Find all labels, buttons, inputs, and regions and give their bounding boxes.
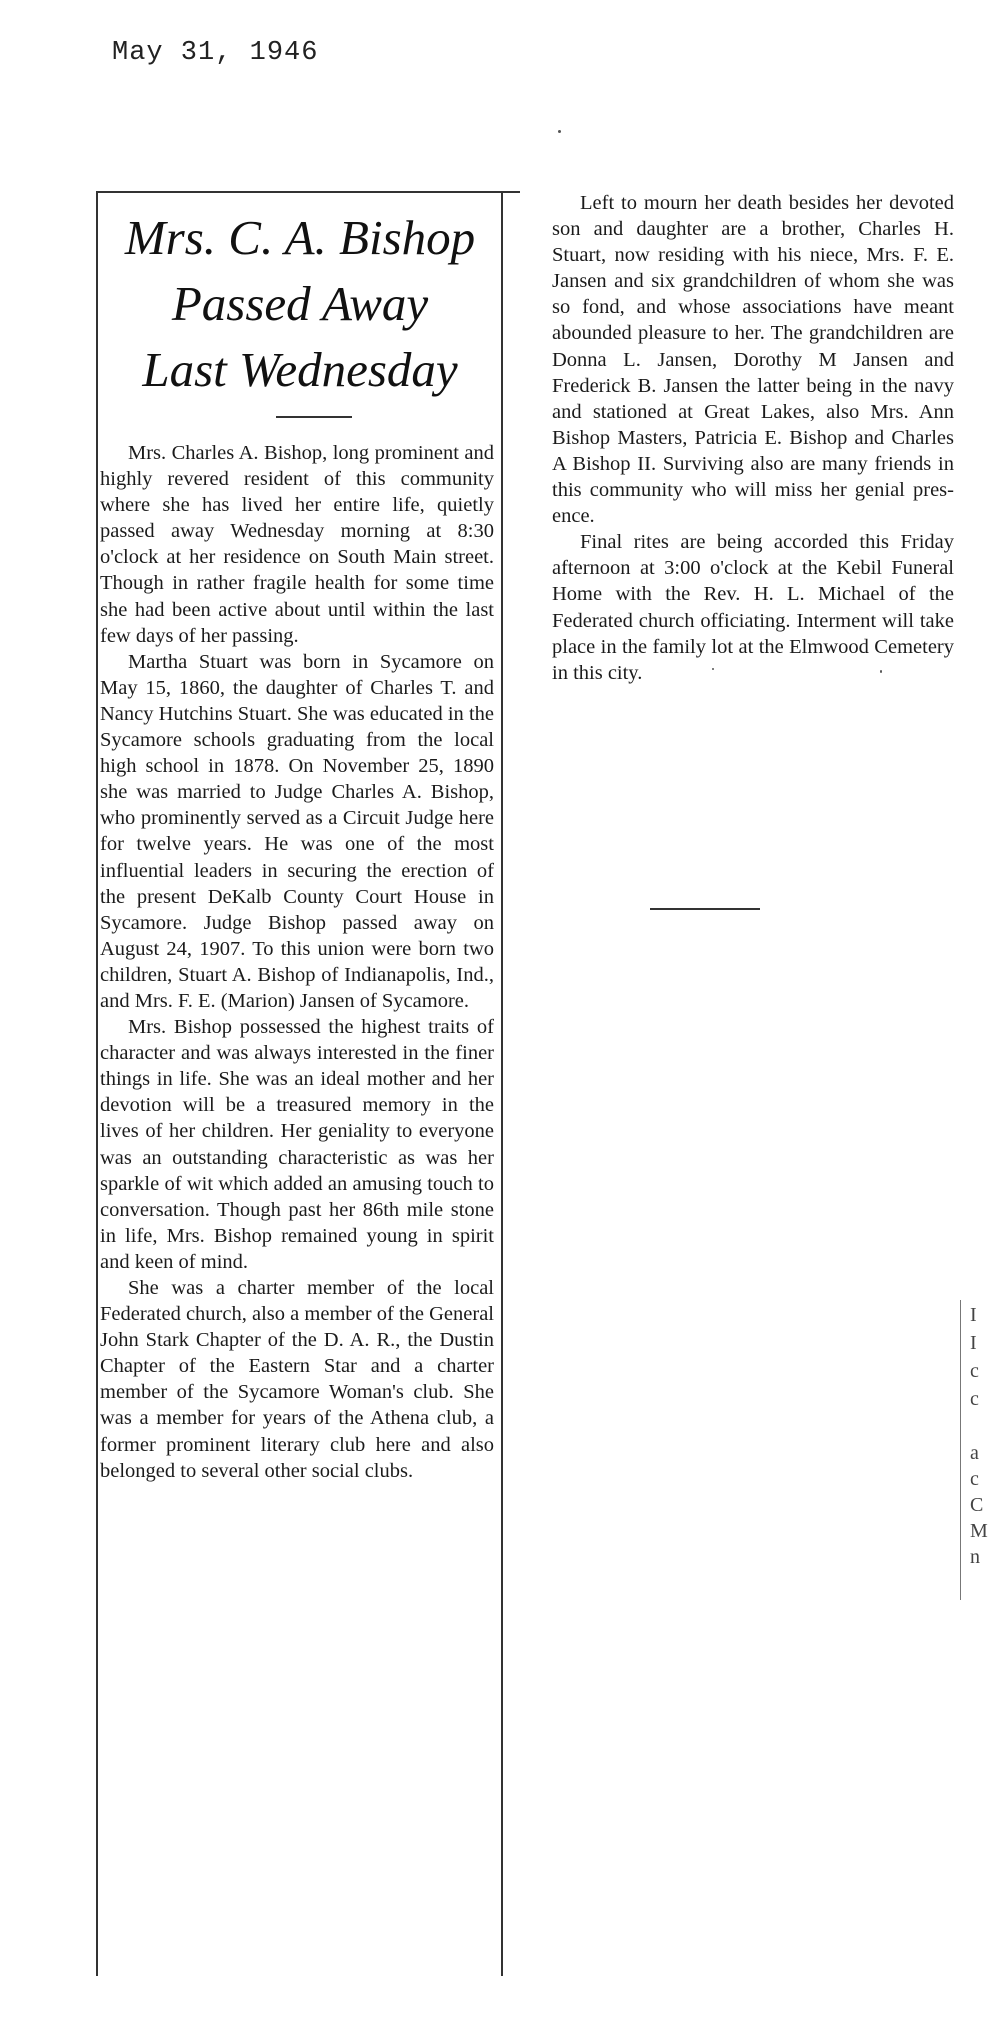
neighbor-fragment: M	[970, 1520, 988, 1542]
paragraph-3: Mrs. Bishop possessed the highest traits of character and was always interested in the finer things in life. She was an ideal mother and her devotion will be a treasured memory in the lives of her children. Her geniality to everyone was an outstanding characteristic as was her sparkle of wit which added an amusing touch to conversation. Though past her 86th mile stone in life, Mrs. Bishop remained young in spirit and keen of mind.	[100, 1016, 494, 1273]
article-end-rule	[650, 908, 760, 910]
neighbor-fragment: c	[970, 1388, 979, 1410]
headline	[100, 205, 500, 403]
date-stamp: May 31, 1946	[112, 38, 319, 68]
top-rule	[96, 191, 520, 193]
neighbor-fragment: c	[970, 1360, 979, 1382]
print-speck	[558, 130, 561, 133]
neighbor-fragment: n	[970, 1546, 980, 1568]
article-column-1	[100, 440, 494, 1484]
paragraph-6: Final rites are being accorded this Friday afternoon at 3:00 o'clock at the Kebil Funeral Home with the Rev. H. L. Michael of the Federated church officiating. Interment will take place in the family lot at the Elmwood Cemetery in this city.	[552, 531, 954, 684]
article-column-2	[552, 190, 954, 686]
column-rule-middle	[501, 193, 503, 1976]
neighbor-fragment: a	[970, 1442, 979, 1464]
headline-line-3: Last Wednesday	[142, 342, 458, 397]
neighbor-fragment: c	[970, 1468, 979, 1490]
paragraph-5: Left to mourn her death besides her devoted son and daughter are a brother, Charles H. Stuart, now residing with his niece, Mrs. F. E. Jansen and six grandchildren of whom she was so fond, and whose associations have meant abounded pleasure to her. The grandchildren are Donna L. Jansen, Dorothy M Jansen and Frederick B. Jansen the latter being in the navy and stationed at Great Lakes, also Mrs. Ann Bishop Masters, Patricia E. Bishop and Charles A Bishop II. Surviving also are many friends in this community who will miss her genial presence.	[552, 192, 954, 528]
neighbor-fragment: C	[970, 1494, 984, 1516]
paragraph-2: Martha Stuart was born in Sycamore on May 15, 1860, the daughter of Charles T. and Nancy Hutchins Stuart. She was educated in the Sycamore schools graduating from the local high school in 1878. On November 25, 1890 she was married to Judge Charles A. Bishop, who prominently served as a Circuit Judge here for twelve years. He was one of the most influential leaders in securing the erection of the present DeKalb County Court House in Sycamore. Judge Bishop passed away on August 24, 1907. To this union were born two children, Stuart A. Bishop of Indianapolis, Ind., and Mrs. F. E. (Marion) Jansen of Sycamore.	[100, 650, 494, 1012]
headline-divider	[276, 416, 352, 418]
neighbor-fragment: I	[970, 1304, 977, 1326]
neighbor-column-rule	[960, 1300, 961, 1600]
print-speck	[712, 668, 714, 670]
column-rule-left	[96, 193, 98, 1976]
headline-line-1: Mrs. C. A. Bishop	[124, 210, 476, 265]
print-speck	[880, 670, 882, 673]
neighbor-fragment: I	[970, 1332, 977, 1354]
paragraph-4: She was a charter member of the local Federated church, also a member of the General John Stark Chapter of the D. A. R., the Dustin Chapter of the Eastern Star and a charter member of the Sycamore Woman's club. She was a member for years of the Athena club, a former prominent literary club here and also belonged to several other social clubs.	[100, 1277, 494, 1482]
paragraph-1: Mrs. Charles A. Bishop, long prominent and highly revered resident of this community where she has lived her entire life, quietly passed away Wednesday morning at 8:30 o'clock at her residence on South Main street. Though in rather fragile health for some time she had been active about until within the last few days of her passing.	[100, 442, 494, 647]
headline-line-2: Passed Away	[171, 276, 429, 331]
